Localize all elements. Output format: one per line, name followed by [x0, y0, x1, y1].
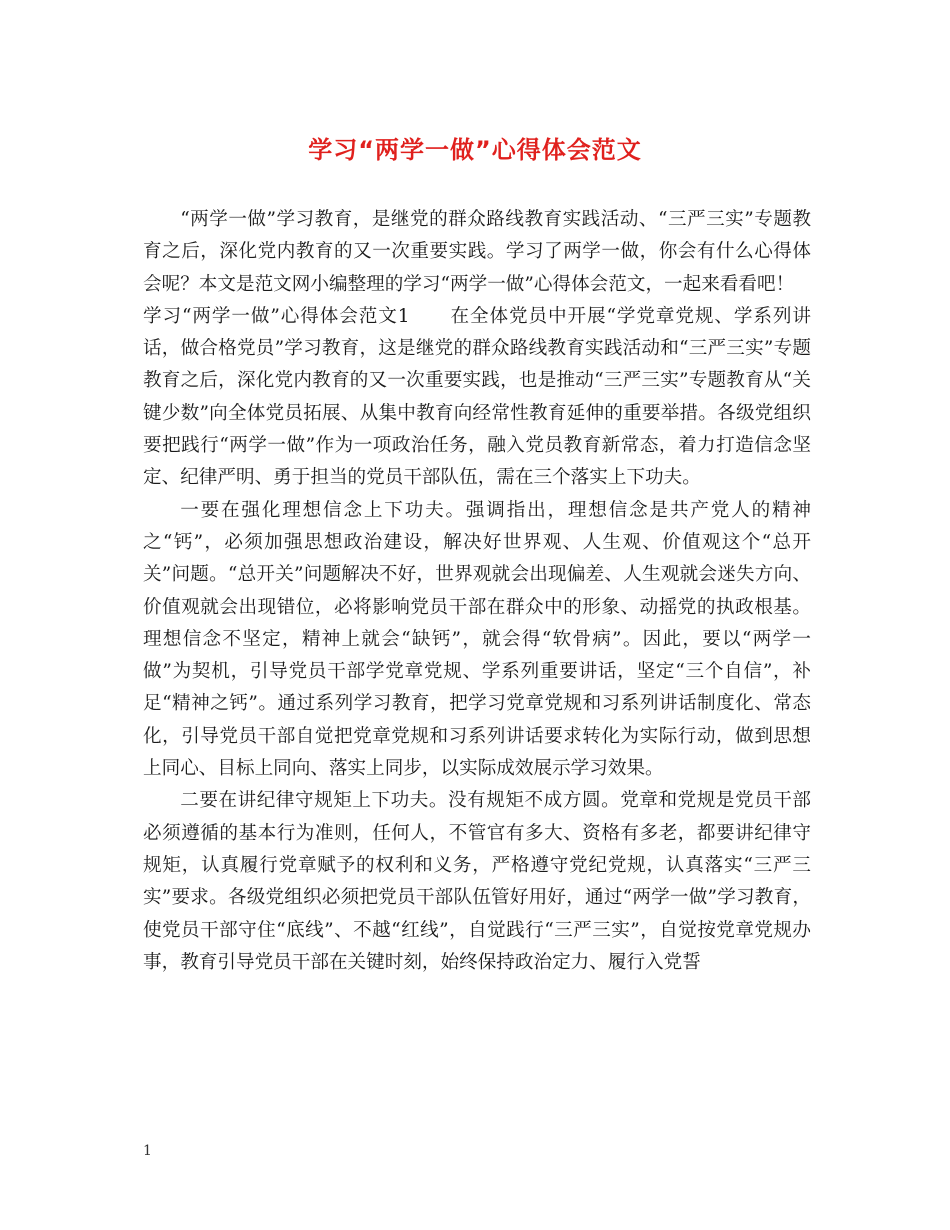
section-1-paragraph-3: 二要在讲纪律守规矩上下功夫。没有规矩不成方圆。党章和党规是党员干部必须遵循的基本行为准则，任何人，不管官有多大、资格有多老，都要讲纪律守规矩，认真履行党章赋予的权利和义务，严格遵守党纪党规，认真落实“三严三实”要求。各级党组织必须把党员干部队伍管好用好，通过“两学一做”学习教育，使党员干部守住“底线”、不越“红线”，自觉践行“三严三实”，自觉按党章党规办事，教育引导党员干部在关键时刻，始终保持政治定力、履行入党誓	[143, 790, 811, 973]
section-1-heading: 学习“两学一做”心得体会范文1	[143, 305, 410, 327]
section-1-paragraph-1: 在全体党员中开展“学党章党规、学系列讲话，做合格党员”学习教育，这是继党的群众路线教育实践活动和“三严三实”专题教育之后，深化党内教育的又一次重要实践，也是推动“三严三实”专题教育从“关键少数”向全体党员拓展、从集中教育向经常性教育延伸的重要举措。各级党组织要把践行“两学一做”作为一项政治任务，融入党员教育新常态，着力打造信念坚定、纪律严明、勇于担当的党员干部队伍，需在三个落实上下功夫。	[143, 305, 812, 489]
section-1-first-paragraph	[143, 301, 811, 495]
document-body	[143, 204, 811, 979]
section-1-paragraph-2: 一要在强化理想信念上下功夫。强调指出，理想信念是共产党人的精神之“钙”，必须加强思想政治建设，解决好世界观、人生观、价值观这个“总开关”问题。“总开关”问题解决不好，世界观就会出现偏差、人生观就会迷失方向、价值观就会出现错位，必将影响党员干部在群众中的形象、动摇党的执政根基。理想信念不坚定，精神上就会“缺钙”，就会得“软骨病”。因此，要以“两学一做”为契机，引导党员干部学党章党规、学系列重要讲话，坚定“三个自信”，补足“精神之钙”。通过系列学习教育，把学习党章党规和习系列讲话制度化、常态化，引导党员干部自觉把党章党规和习系列讲话要求转化为实际行动，做到思想上同心、目标上同向、落实上同步，以实际成效展示学习效果。	[143, 499, 811, 780]
document-title: 学习“两学一做”心得体会范文	[308, 136, 642, 164]
intro-paragraph: “两学一做”学习教育，是继党的群众路线教育实践活动、“三严三实”专题教育之后，深化党内教育的又一次重要实践。学习了两学一做，你会有什么心得体会呢？本文是范文网小编整理的学习“两学一做”心得体会范文，一起来看看吧！	[143, 209, 811, 295]
page-number: 1	[143, 1143, 152, 1159]
